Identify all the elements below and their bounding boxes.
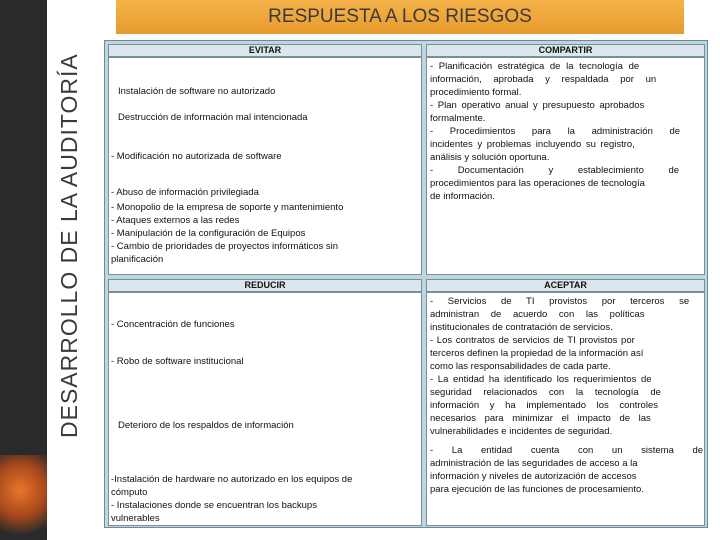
paragraph-line: de información. bbox=[430, 191, 495, 202]
paragraph-line: - Servicios de TI provistos por terceros se bbox=[430, 296, 690, 307]
header-evitar: EVITAR bbox=[108, 44, 422, 57]
header-reducir: REDUCIR bbox=[108, 279, 422, 292]
cell-evitar bbox=[108, 57, 422, 275]
list-item: - Cambio de prioridades de proyectos informáticos sin bbox=[111, 241, 339, 252]
list-item: cómputo bbox=[111, 487, 148, 498]
paragraph-line: información y niveles de autorización de accesos bbox=[430, 471, 637, 482]
risk-response-table bbox=[104, 40, 708, 528]
paragraph-line: - La entidad cuenta con un sistema de bbox=[430, 445, 704, 456]
list-item: - Modificación no autorizada de software bbox=[111, 151, 282, 162]
list-item: - Concentración de funciones bbox=[111, 319, 235, 330]
list-item: vulnerables bbox=[111, 513, 160, 524]
cell-compartir bbox=[426, 57, 705, 275]
paragraph-line: - Plan operativo anual y presupuesto aprobados bbox=[430, 100, 645, 111]
paragraph-line: incidentes y problemas incluyendo su registro, bbox=[430, 139, 635, 150]
paragraph-line: - Planificación estratégica de la tecnología de bbox=[430, 61, 640, 72]
list-item: - Robo de software institucional bbox=[111, 356, 244, 367]
paragraph-line: - Documentación y establecimiento de bbox=[430, 165, 680, 176]
list-item: Deterioro de los respaldos de información bbox=[118, 420, 294, 431]
list-item: - Abuso de información privilegiada bbox=[111, 187, 259, 198]
list-item: Destrucción de información mal intencionada bbox=[118, 112, 308, 123]
paragraph-line: para ejecución de las funciones de procesamiento. bbox=[430, 484, 644, 495]
paragraph-line: - Procedimientos para la administración de bbox=[430, 126, 681, 137]
paragraph-line: - La entidad ha identificado los requerimientos de bbox=[430, 374, 652, 385]
paragraph-line: procedimiento formal. bbox=[430, 87, 522, 98]
cell-aceptar bbox=[426, 292, 705, 526]
paragraph-line: análisis y solución oportuna. bbox=[430, 152, 550, 163]
paragraph-line: seguridad relacionados con la tecnología de bbox=[430, 387, 661, 398]
header-compartir: COMPARTIR bbox=[426, 44, 705, 57]
paragraph-line: información y ha implementado los controles bbox=[430, 400, 658, 411]
paragraph-line: terceros definen la propiedad de la información así bbox=[430, 348, 644, 359]
paragraph-line: información, aprobada y respaldada por un bbox=[430, 74, 657, 85]
side-title: DESARROLLO DE LA AUDITORÍA bbox=[56, 53, 82, 438]
title-bar bbox=[116, 0, 684, 34]
list-item: - Instalaciones donde se encuentran los backups bbox=[111, 500, 317, 511]
paragraph-line: necesarios para minimizar el impacto de las bbox=[430, 413, 651, 424]
sidebar-orange-glow bbox=[0, 455, 47, 540]
list-item: Instalación de software no autorizado bbox=[118, 86, 276, 97]
list-item: - Ataques externos a las redes bbox=[111, 215, 240, 226]
list-item: - Monopolio de la empresa de soporte y mantenimiento bbox=[111, 202, 344, 213]
paragraph-line: formalmente. bbox=[430, 113, 486, 124]
paragraph-line: vulnerabilidades e incidentes de seguridad. bbox=[430, 426, 613, 437]
paragraph-line: como las responsabilidades de cada parte. bbox=[430, 361, 611, 372]
paragraph-line: procedimientos para las operaciones de tecnología bbox=[430, 178, 645, 189]
list-item: planificación bbox=[111, 254, 164, 265]
paragraph-line: administran de acuerdo con las políticas bbox=[430, 309, 645, 320]
paragraph-line: administración de las seguridades de acceso a la bbox=[430, 458, 638, 469]
slide-title: RESPUESTA A LOS RIESGOS bbox=[268, 6, 532, 27]
cell-reducir bbox=[108, 292, 422, 526]
left-sidebar bbox=[0, 0, 105, 540]
paragraph-line: - Los contratos de servicios de TI provistos por bbox=[430, 335, 635, 346]
list-item: -Instalación de hardware no autorizado en los equipos de bbox=[111, 474, 353, 485]
list-item: - Manipulación de la configuración de Equipos bbox=[111, 228, 306, 239]
paragraph-line: institucionales de contratación de servicios. bbox=[430, 322, 613, 333]
header-aceptar: ACEPTAR bbox=[426, 279, 705, 292]
